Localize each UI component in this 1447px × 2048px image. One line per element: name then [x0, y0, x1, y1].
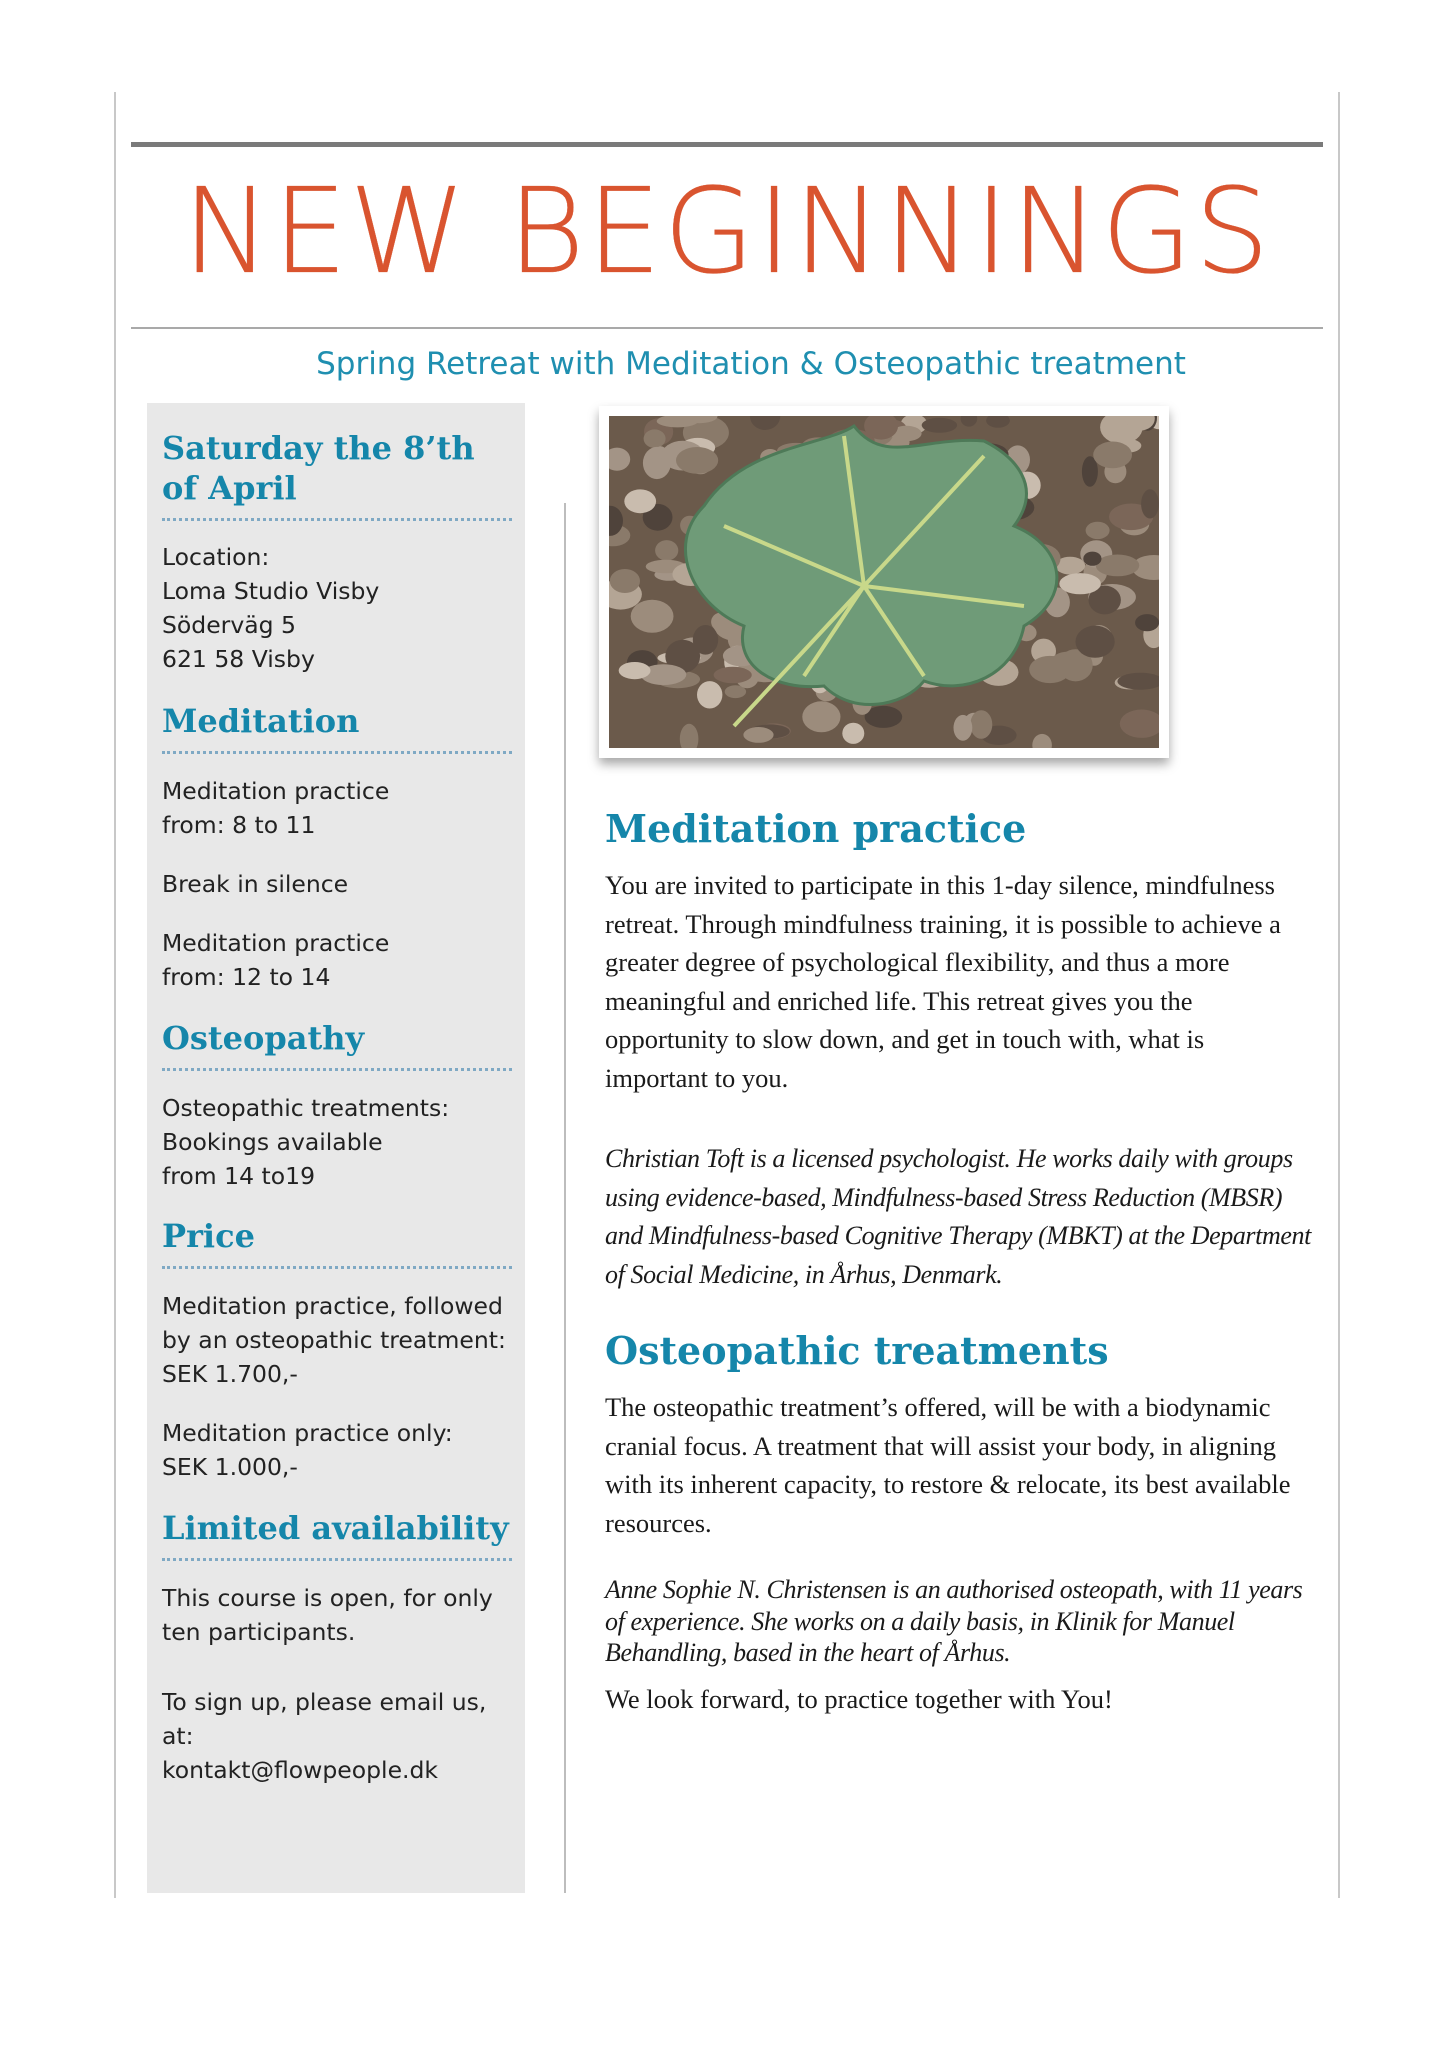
price-line: by an osteopathic treatment: — [162, 1326, 506, 1354]
meditation-block-2 — [162, 926, 518, 994]
availability-block — [162, 1581, 518, 1649]
price-block-2 — [162, 1416, 518, 1484]
osteopathy-heading: Osteopathy — [162, 1019, 365, 1057]
pebble — [676, 447, 718, 474]
location-street: Södervӓg 5 — [162, 611, 296, 639]
pebble — [970, 710, 992, 739]
pebble — [842, 723, 864, 744]
signup-block — [162, 1685, 518, 1787]
meditation-time: from: 8 to 11 — [162, 811, 316, 839]
osteopathic-description: The osteopathic treatment’s offered, will be with a biodynamic cranial focus. A treatment that will assist your body, in aligning with its inherent capacity, to restore & relocate, its best available resources. — [605, 1392, 1291, 1538]
pebble — [922, 418, 957, 433]
meditation-description: You are invited to participate in this 1-day silence, mindfulness retreat. Through mindfulness training, it is possible to achieve a greater degree of psychological flexibility, and thus a more meaningful and enriched life. This retreat gives you the opportunity to slow down, and get in touch with, what is important to you. — [605, 870, 1281, 1093]
pebble — [1029, 656, 1070, 683]
pebble — [954, 715, 973, 741]
meditation-block-1 — [162, 774, 518, 842]
pebble — [624, 489, 656, 513]
leaf-on-pebbles-icon — [609, 416, 1159, 748]
meditation-time: from: 12 to 14 — [162, 963, 331, 991]
sidebar-meditation-section — [162, 701, 518, 754]
pebble — [610, 569, 640, 593]
pebble — [644, 429, 666, 448]
location-city: 621 58 Visby — [162, 645, 315, 673]
meditation-instructor-bio: Christian Toft is a licensed psychologist. He works daily with groups using evidence-based, Mindfulness-based Stress Reduction (MBSR) and Mindfulness-based Cognitive Therapy (MBKT) at the Department of Social Medicine, in Århus, Denmark. — [605, 1144, 1311, 1289]
meditation-line: Meditation practice — [162, 929, 390, 957]
top-rule — [131, 142, 1323, 147]
dotted-rule — [162, 1558, 512, 1561]
meditation-practice-heading: Meditation practice — [605, 806, 1027, 851]
price-value: SEK 1.000,- — [162, 1453, 298, 1481]
pebble — [1093, 442, 1132, 469]
sidebar-price-section — [162, 1216, 518, 1269]
meditation-heading: Meditation — [162, 702, 360, 740]
pebble — [1141, 489, 1159, 518]
pebble — [1086, 522, 1110, 539]
price-block-1 — [162, 1289, 518, 1391]
price-line: Meditation practice, followed — [162, 1292, 503, 1320]
dotted-rule — [162, 1068, 512, 1071]
page-subtitle: Spring Retreat with Meditation & Osteopathic treatment — [316, 346, 1186, 382]
osteopathy-block — [162, 1091, 518, 1193]
column-divider — [564, 503, 566, 1893]
pebble — [1083, 552, 1101, 566]
signup-email-link[interactable]: kontakt@flowpeople.dk — [162, 1756, 439, 1784]
date-heading: Saturday the 8’th of April — [162, 429, 475, 507]
price-heading: Price — [162, 1217, 255, 1255]
availability-line: ten participants. — [162, 1618, 356, 1646]
pebble — [802, 701, 840, 732]
location-label: Location: — [162, 543, 270, 571]
availability-heading: Limited availability — [162, 1509, 509, 1547]
dotted-rule — [162, 1266, 512, 1269]
osteopathy-line: Bookings available — [162, 1128, 383, 1156]
osteopathy-line: from 14 to19 — [162, 1162, 316, 1190]
availability-line: This course is open, for only — [162, 1584, 493, 1612]
pebble — [714, 667, 752, 683]
pebble — [1096, 555, 1140, 577]
pebble — [1076, 626, 1115, 658]
pebble — [697, 681, 722, 708]
leaf-photo-frame — [599, 406, 1169, 758]
sidebar-availability-section — [162, 1508, 518, 1561]
page-border-left — [114, 92, 116, 1898]
pebble — [1059, 573, 1101, 594]
break-text: Break in silence — [162, 870, 349, 898]
pebble — [619, 662, 651, 679]
dotted-rule — [162, 751, 512, 754]
pebble — [743, 727, 773, 743]
price-value: SEK 1.700,- — [162, 1360, 298, 1388]
pebble — [631, 600, 674, 633]
closing-line: We look forward, to practice together with You! — [605, 1684, 1113, 1714]
sidebar-osteopathy-section — [162, 1018, 518, 1071]
pebble — [693, 625, 718, 655]
location-venue: Loma Studio Visby — [162, 577, 380, 605]
osteopath-bio: Anne Sophie N. Christensen is an authorised osteopath, with 11 years of experience. She works on a daily basis, in Klinik for Manuel Behandling, based in the heart of Århus. — [605, 1575, 1303, 1667]
signup-line: To sign up, please email us, at: — [162, 1688, 487, 1750]
title-rule — [131, 327, 1323, 329]
location-block — [162, 540, 518, 676]
sidebar-date-section — [162, 428, 518, 521]
page-title: NEW BEGINNINGS — [182, 162, 1272, 300]
meditation-break — [162, 867, 518, 901]
price-line: Meditation practice only: — [162, 1419, 453, 1447]
pebble — [1135, 614, 1159, 631]
dotted-rule — [162, 518, 512, 521]
meditation-line: Meditation practice — [162, 777, 390, 805]
pebble — [655, 540, 678, 561]
osteopathy-line: Osteopathic treatments: — [162, 1094, 450, 1122]
osteopathic-treatments-heading: Osteopathic treatments — [605, 1328, 1109, 1373]
